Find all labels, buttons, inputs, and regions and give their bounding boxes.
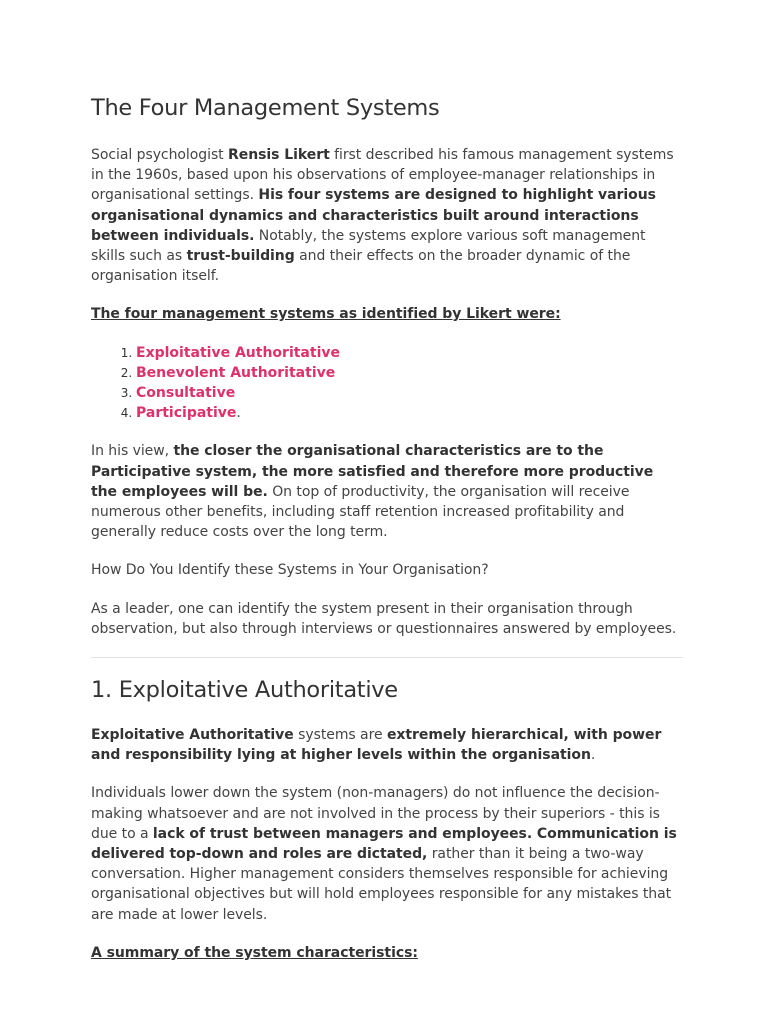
summary-heading bbox=[91, 943, 683, 963]
intro-text-1: Social psychologist bbox=[91, 147, 229, 163]
page-title: The Four Management Systems bbox=[91, 95, 440, 121]
identify-question: How Do You Identify these Systems in Your Organisation? bbox=[91, 562, 489, 579]
view-bold: the closer the organisational characteristics are to the Participative system, the more satisfied and therefore more productive the employees will be. bbox=[91, 443, 654, 500]
intro-text-2: first described his famous management systems in the 1960s, based upon his observations of employee-manager relationships in organisational settings. bbox=[91, 147, 674, 204]
list-item bbox=[136, 403, 683, 423]
s1p2-text-1: Individuals lower down the system (non-managers) do not influence the decision-making whatsoever and are not involved in the process by their superiors - this is due to a bbox=[91, 785, 660, 842]
s1p1-bold-2: extremely hierarchical, with power and responsibility lying at higher levels within the organisation bbox=[91, 727, 662, 764]
systems-list bbox=[91, 343, 683, 424]
section-1-paragraph-2 bbox=[91, 783, 683, 924]
section-divider bbox=[91, 657, 683, 658]
intro-bold-trust: trust-building bbox=[186, 248, 295, 265]
system-link-exploitative[interactable]: Exploitative Authoritative bbox=[136, 344, 340, 361]
section-1-heading: 1. Exploitative Authoritative bbox=[91, 677, 398, 704]
summary-heading-text: A summary of the system characteristics: bbox=[91, 944, 418, 961]
system-link-consultative[interactable]: Consultative bbox=[136, 385, 236, 402]
view-paragraph bbox=[91, 441, 683, 542]
article-body bbox=[91, 93, 683, 963]
identify-answer: As a leader, one can identify the system present in their organisation through observation, but also through interviews or questionnaires answered by employees. bbox=[91, 600, 677, 637]
intro-text-4: and their effects on the broader dynamic of the organisation itself. bbox=[91, 248, 631, 285]
system-link-participative[interactable]: Participative bbox=[136, 405, 237, 422]
list-item bbox=[136, 343, 683, 363]
s1p1-text-2: . bbox=[590, 747, 596, 764]
list-period: . bbox=[236, 405, 241, 422]
s1p2-bold: lack of trust between managers and employees. Communication is delivered top-down and roles are dictated, bbox=[91, 825, 677, 863]
section-1-paragraph-1 bbox=[91, 725, 683, 765]
view-text-2: On top of productivity, the organisation will receive numerous other benefits, including staff retention increased profitability and generally reduce costs over the long term. bbox=[91, 483, 630, 541]
intro-bold-likert: Rensis Likert bbox=[228, 147, 330, 163]
list-heading-text: The four management systems as identified by Likert were: bbox=[91, 306, 561, 323]
list-item bbox=[136, 363, 683, 383]
intro-bold-systems: His four systems are designed to highlight various organisational dynamics and characteristics built around interactions between individuals. bbox=[91, 187, 656, 244]
s1p1-bold-1: Exploitative Authoritative bbox=[91, 727, 294, 744]
intro-paragraph bbox=[91, 145, 683, 286]
s1p1-text-1: systems are bbox=[293, 727, 387, 744]
s1p2-text-2: rather than it being a two-way conversation. Higher management considers themselves responsible for achieving organisational objectives but will hold employees responsible for any mistakes that are made at lower levels. bbox=[91, 846, 672, 923]
list-item bbox=[136, 383, 683, 403]
view-text-1: In his view, bbox=[91, 443, 174, 460]
system-link-benevolent[interactable]: Benevolent Authoritative bbox=[136, 364, 336, 381]
list-heading bbox=[91, 304, 683, 324]
intro-text-3: Notably, the systems explore various soft management skills such as bbox=[91, 227, 646, 265]
